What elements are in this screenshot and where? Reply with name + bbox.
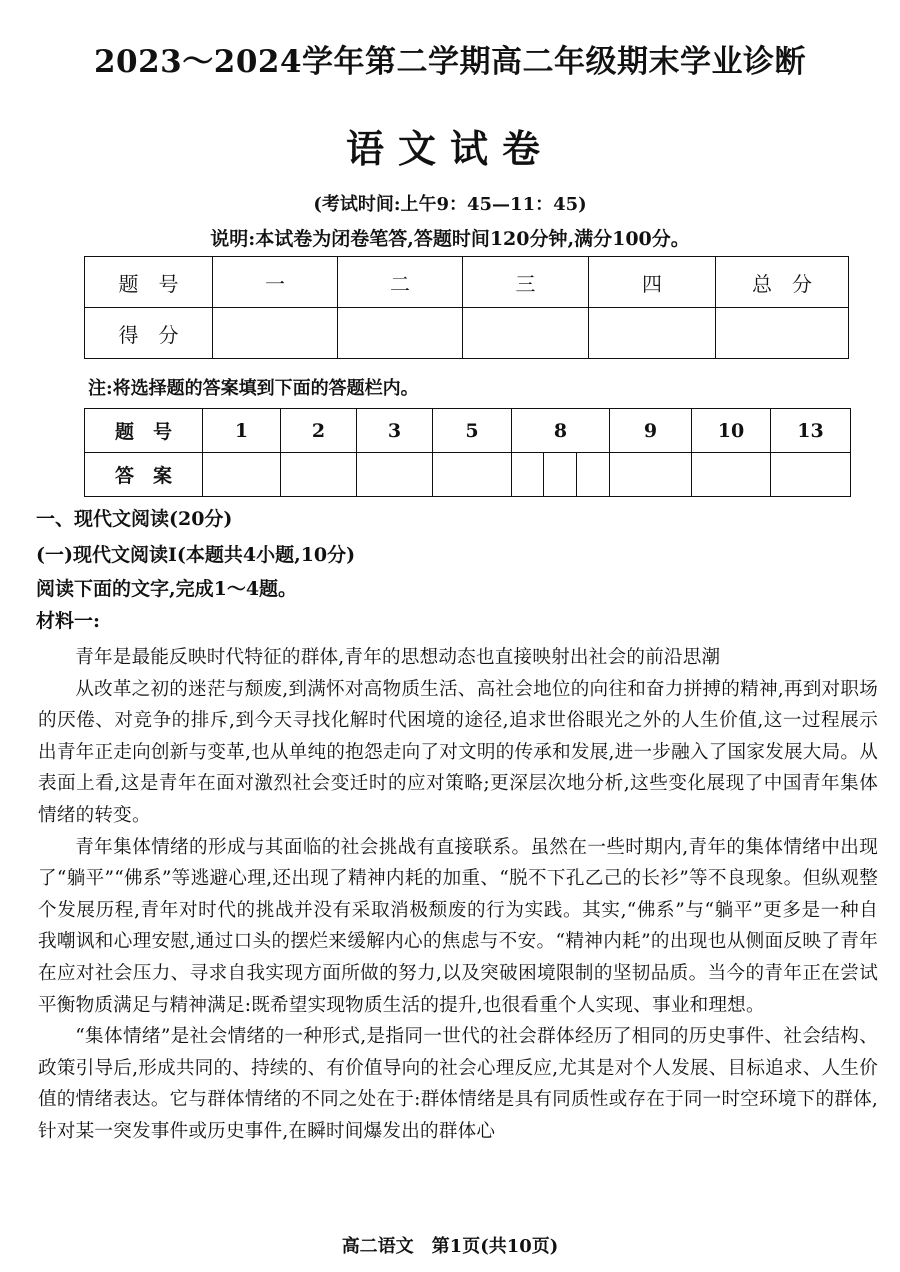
answer-note: 注:将选择题的答案填到下面的答题栏内。 <box>88 378 419 399</box>
answer-cell[interactable] <box>433 453 512 497</box>
score-cell-1[interactable] <box>213 308 338 359</box>
score-cell-2[interactable] <box>338 308 463 359</box>
score-table-header-row <box>85 257 849 308</box>
score-table-part-3: 三 <box>463 257 589 308</box>
score-cell-4[interactable] <box>589 308 716 359</box>
passage-paragraph: “集体情绪”是社会情绪的一种形式,是指同一世代的社会群体经历了相同的历史事件、社会结构、政策引导后,形成共同的、持续的、有价值导向的社会心理反应,尤其是对个人发展、目标追求、人生价值的情绪表达。它与群体情绪的不同之处在于:群体情绪是具有同质性或存在于同一时空环境下的群体,针对某一突发事件或历史事件,在瞬时间爆发出的群体心 <box>38 1026 878 1142</box>
question-number: 1 <box>203 409 281 453</box>
score-table-part-1: 一 <box>213 257 338 308</box>
answer-cell[interactable] <box>512 453 544 497</box>
answer-table-answer-row <box>85 453 851 497</box>
passage-paragraph: 从改革之初的迷茫与颓废,到满怀对高物质生活、高社会地位的向往和奋力拼搏的精神,再到对职场的厌倦、对竞争的排斥,到今天寻找化解时代困境的途径,追求世俗眼光之外的人生价值,这一过程展示出青年正走向创新与变革,也从单纯的抱怨走向了对文明的传承和发展,进一步融入了国家发展大局。从表面上看,这是青年在面对激烈社会变迁时的应对策略;更深层次地分析,这些变化展现了中国青年集体情绪的转变。 <box>38 678 878 826</box>
passage-paragraph: 青年是最能反映时代特征的群体,青年的思想动态也直接映射出社会的前沿思潮 <box>75 647 721 668</box>
score-cell-3[interactable] <box>463 308 589 359</box>
subject-title: 语文试卷 <box>345 126 554 171</box>
score-table-part-2: 二 <box>338 257 463 308</box>
answer-table-label-answer: 答 案 <box>85 453 203 497</box>
answer-table <box>84 408 851 497</box>
question-number: 2 <box>281 409 357 453</box>
exam-time: (考试时间:上午9：45—11：45) <box>313 194 587 215</box>
score-table-label-question: 题 号 <box>85 257 213 308</box>
question-number: 3 <box>357 409 433 453</box>
answer-cell[interactable] <box>203 453 281 497</box>
exam-instructions: 说明:本试卷为闭卷笔答,答题时间120分钟,满分100分。 <box>210 228 690 250</box>
question-number: 13 <box>771 409 851 453</box>
page-footer: 高二语文 第1页(共10页) <box>341 1236 559 1257</box>
answer-cell[interactable] <box>357 453 433 497</box>
answer-cell[interactable] <box>544 453 577 497</box>
reading-passage <box>38 642 878 1148</box>
exam-title: 2023～2024学年第二学期高二年级期末学业诊断 <box>93 44 807 80</box>
answer-cell[interactable] <box>692 453 771 497</box>
section-heading: 一、现代文阅读(20分) <box>36 508 233 530</box>
score-table-score-row <box>85 308 849 359</box>
section-subheading: (一)现代文阅读Ⅰ(本题共4小题,10分) <box>36 544 356 566</box>
question-number: 8 <box>512 409 610 453</box>
answer-cell[interactable] <box>610 453 692 497</box>
score-table-part-4: 四 <box>589 257 716 308</box>
passage-paragraph: 青年集体情绪的形成与其面临的社会挑战有直接联系。虽然在一些时期内,青年的集体情绪中出现了“躺平”“佛系”等逃避心理,还出现了精神内耗的加重、“脱不下孔乙己的长衫”等不良现象。但纵观整个发展历程,青年对时代的挑战并没有采取消极颓废的行为实践。其实,“佛系”与“躺平”更多是一种自我嘲讽和心理安慰,通过口头的摆烂来缓解内心的焦虑与不安。“精神内耗”的出现也从侧面反映了青年在应对社会压力、寻求自我实现方面所做的努力,以及突破困境限制的坚韧品质。当今的青年正在尝试平衡物质满足与精神满足:既希望实现物质生活的提升,也很看重个人实现、事业和理想。 <box>38 836 878 1016</box>
score-table-label-score: 得 分 <box>85 308 213 359</box>
score-table <box>84 256 849 359</box>
score-cell-total[interactable] <box>716 308 849 359</box>
answer-cell[interactable] <box>771 453 851 497</box>
answer-table-number-row <box>85 409 851 453</box>
reading-instruction: 阅读下面的文字,完成1～4题。 <box>36 578 298 600</box>
question-number: 9 <box>610 409 692 453</box>
material-label: 材料一: <box>36 610 101 632</box>
answer-table-label-question: 题 号 <box>85 409 203 453</box>
score-table-total: 总 分 <box>716 257 849 308</box>
question-number: 5 <box>433 409 512 453</box>
question-number: 10 <box>692 409 771 453</box>
answer-cell[interactable] <box>577 453 610 497</box>
answer-cell[interactable] <box>281 453 357 497</box>
